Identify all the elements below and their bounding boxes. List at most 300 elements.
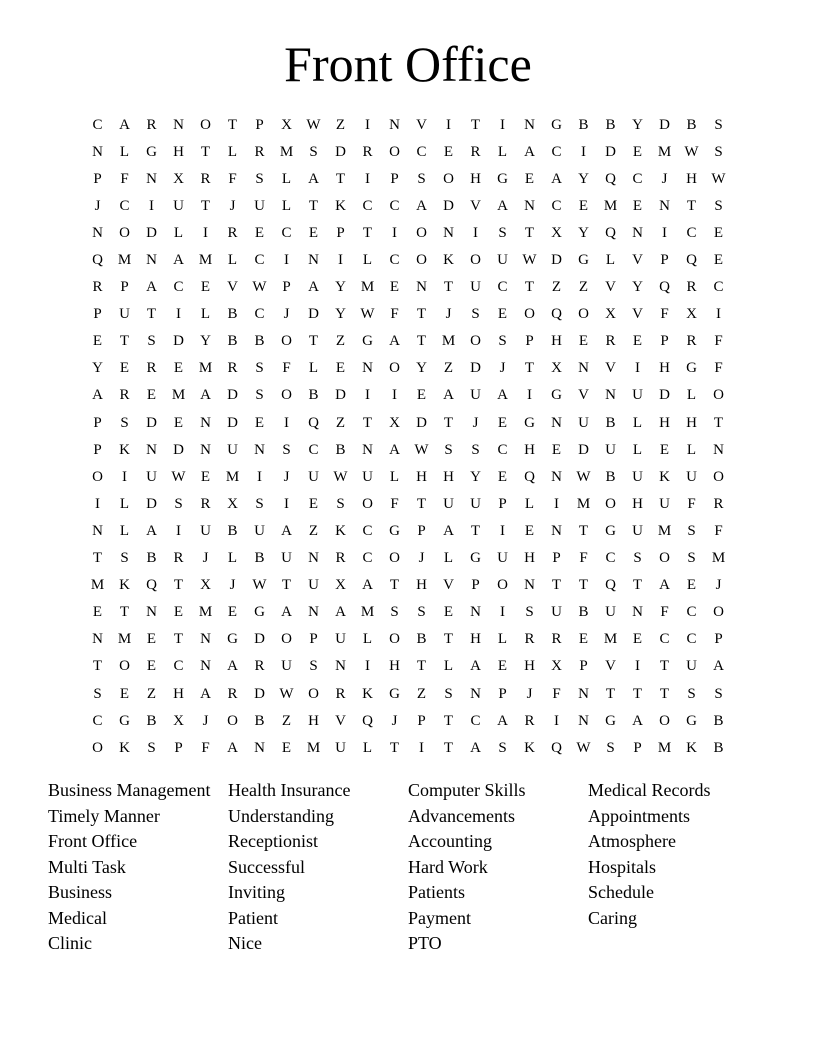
grid-letter: N [443,224,454,241]
grid-letter: H [470,631,481,648]
grid-letter: H [416,468,427,485]
grid-letter: T [524,360,535,377]
grid-letter: A [497,712,508,729]
grid-letter: N [200,658,211,675]
grid-letter: T [389,739,400,756]
grid-letter: L [227,252,238,269]
grid-letter: G [497,170,508,187]
grid-letter: N [551,468,562,485]
grid-letter: A [227,658,238,675]
grid-letter: H [686,170,697,187]
grid-letter: E [308,224,319,241]
grid-letter: C [551,143,562,160]
grid-letter: I [338,252,343,269]
grid-letter: T [119,604,130,621]
grid-letter: W [171,468,186,485]
grid-letter: A [146,279,157,296]
grid-letter: L [173,224,184,241]
grid-letter: U [335,631,346,648]
grid-letter: P [633,739,642,756]
grid-letter: T [389,577,400,594]
grid-letter: P [174,739,183,756]
grid-letter: E [497,306,508,323]
grid-letter: J [499,360,506,377]
grid-letter: U [254,522,265,539]
grid-letter: A [200,387,211,404]
grid-letter: D [173,333,184,350]
grid-letter: U [497,252,508,269]
grid-letter: W [522,252,537,269]
grid-letter: K [119,577,130,594]
grid-letter: Q [362,712,373,729]
grid-letter: B [416,631,427,648]
grid-letter: P [498,685,507,702]
grid-letter: D [335,143,346,160]
grid-letter: U [281,550,292,567]
grid-letter: Z [335,116,346,133]
word-list-item: Nice [228,933,262,953]
grid-letter: U [200,522,211,539]
grid-letter: Z [443,360,454,377]
grid-letter: A [389,441,400,458]
grid-letter: I [662,224,667,241]
grid-letter: A [281,604,292,621]
grid-letter: N [362,360,373,377]
grid-letter: A [524,143,535,160]
grid-letter: Q [605,224,616,241]
grid-letter: N [173,116,184,133]
grid-letter: S [174,495,183,512]
grid-letter: V [416,116,427,133]
grid-letter: O [281,333,292,350]
grid-letter: F [714,360,723,377]
grid-letter: D [416,414,427,431]
word-list-item: Understanding [228,805,334,826]
grid-letter: A [335,604,346,621]
grid-letter: Y [632,116,643,133]
grid-letter: K [686,739,697,756]
grid-letter: L [119,143,130,160]
grid-letter: V [605,360,616,377]
grid-letter: T [632,577,643,594]
grid-letter: E [335,360,346,377]
grid-letter: N [578,685,589,702]
grid-letter: S [336,495,345,512]
grid-letter: I [176,522,181,539]
grid-letter: I [500,604,505,621]
grid-letter: E [173,360,184,377]
grid-letter: K [119,739,130,756]
grid-letter: D [470,360,481,377]
grid-letter: C [632,170,643,187]
grid-letter: O [308,685,319,702]
grid-letter: P [336,224,345,241]
grid-letter: T [92,550,103,567]
grid-row [84,707,732,734]
grid-letter: Q [551,739,562,756]
word-list-item: Business [48,882,113,902]
grid-letter: E [443,604,454,621]
grid-letter: L [227,550,238,567]
grid-letter: D [659,387,670,404]
grid-letter: I [554,712,559,729]
grid-letter: R [551,631,562,648]
grid-letter: O [362,495,373,512]
grid-letter: N [146,170,157,187]
grid-letter: R [254,143,265,160]
grid-row [84,274,732,301]
grid-letter: L [281,170,292,187]
grid-letter: T [416,333,427,350]
word-list-item: Timely Manner [48,805,160,826]
grid-letter: T [632,685,643,702]
grid-letter: V [227,279,238,296]
grid-letter: J [661,170,668,187]
grid-letter: O [281,631,292,648]
grid-letter: E [632,631,643,648]
grid-letter: N [551,414,562,431]
grid-letter: P [93,414,102,431]
grid-letter: V [470,197,481,214]
grid-letter: S [390,604,399,621]
word-list-item: Schedule [588,882,654,902]
grid-letter: B [335,441,346,458]
grid-letter: J [715,577,722,594]
grid-letter: S [687,522,696,539]
grid-letter: S [309,143,318,160]
grid-letter: I [392,387,397,404]
grid-letter: R [335,685,346,702]
grid-letter: I [203,224,208,241]
grid-letter: B [254,550,265,567]
grid-letter: A [281,522,292,539]
grid-letter: F [228,170,237,187]
grid-letter: A [713,658,724,675]
grid-letter: U [578,414,589,431]
grid-letter: Z [335,333,346,350]
grid-letter: V [632,306,643,323]
word-list-item: Health Insurance [228,780,351,800]
word-list-item: Appointments [588,805,690,826]
grid-letter: B [254,712,265,729]
grid-letter: B [686,116,697,133]
grid-letter: Z [281,712,292,729]
grid-letter: T [200,197,211,214]
grid-letter: M [603,197,618,214]
grid-letter: J [283,468,290,485]
grid-letter: N [659,197,670,214]
grid-letter: L [362,739,373,756]
grid-row [84,463,732,490]
grid-row [84,599,732,626]
grid-letter: X [200,577,211,594]
grid-letter: D [551,252,562,269]
grid-letter: M [360,604,375,621]
grid-letter: N [632,604,643,621]
grid-letter: P [714,631,723,648]
grid-letter: O [416,224,427,241]
grid-letter: K [524,739,535,756]
grid-letter: C [389,252,400,269]
grid-letter: I [419,739,424,756]
grid-letter: Z [308,522,319,539]
grid-letter: D [308,306,319,323]
grid-letter: M [198,604,213,621]
grid-letter: T [362,414,373,431]
grid-letter: G [146,143,157,160]
grid-letter: O [227,712,238,729]
grid-letter: Y [92,360,103,377]
grid-letter: M [576,495,591,512]
grid-letter: E [497,468,508,485]
grid-letter: P [93,441,102,458]
grid-letter: S [255,387,264,404]
grid-letter: S [444,441,453,458]
grid-letter: A [146,522,157,539]
word-list-item: Advancements [408,805,515,826]
grid-letter: J [229,577,236,594]
grid-letter: L [119,495,130,512]
grid-letter: N [254,441,265,458]
word-list-item: Inviting [228,882,285,902]
grid-letter: S [120,414,129,431]
grid-letter: L [200,306,211,323]
grid-letter: I [365,170,370,187]
grid-letter: X [605,306,616,323]
grid-letter: V [605,658,616,675]
grid-row [84,219,732,246]
grid-letter: R [146,116,157,133]
grid-letter: O [443,170,454,187]
grid-letter: H [551,333,562,350]
grid-letter: E [497,414,508,431]
grid-letter: B [254,333,265,350]
grid-letter: P [660,252,669,269]
grid-letter: L [632,414,643,431]
grid-letter: Y [578,224,589,241]
grid-letter: U [632,522,643,539]
grid-letter: U [632,468,643,485]
grid-letter: M [306,739,321,756]
grid-letter: T [92,658,103,675]
grid-row [84,517,732,544]
grid-letter: G [362,333,373,350]
grid-letter: N [551,522,562,539]
grid-letter: T [470,522,481,539]
grid-letter: E [578,631,589,648]
grid-letter: O [713,468,724,485]
grid-letter: J [202,550,209,567]
grid-letter: F [282,360,291,377]
grid-letter: S [714,685,723,702]
grid-letter: I [122,468,127,485]
grid-letter: B [605,468,616,485]
grid-letter: I [284,414,289,431]
grid-letter: L [497,631,508,648]
grid-letter: Q [146,577,157,594]
grid-letter: M [441,333,456,350]
grid-letter: M [171,387,186,404]
word-list-item: Receptionist [228,831,318,851]
grid-letter: N [416,279,427,296]
grid-letter: P [525,333,534,350]
grid-letter: E [173,604,184,621]
grid-letter: I [257,468,262,485]
grid-letter: K [335,197,346,214]
grid-letter: N [389,116,400,133]
grid-letter: F [201,739,210,756]
grid-letter: U [605,604,616,621]
grid-letter: S [714,116,723,133]
grid-letter: T [443,631,454,648]
grid-letter: G [389,522,400,539]
grid-letter: M [198,252,213,269]
grid-letter: R [227,224,238,241]
grid-letter: S [282,441,291,458]
grid-letter: P [255,116,264,133]
grid-letter: N [200,631,211,648]
grid-letter: T [659,658,670,675]
grid-letter: P [579,658,588,675]
grid-row [84,626,732,653]
grid-letter: S [417,170,426,187]
grid-letter: L [227,143,238,160]
grid-letter: O [92,739,103,756]
grid-letter: I [284,495,289,512]
grid-letter: L [362,252,373,269]
grid-letter: U [686,468,697,485]
grid-letter: O [713,604,724,621]
grid-letter: N [92,631,103,648]
grid-letter: H [524,658,535,675]
grid-letter: U [470,387,481,404]
grid-letter: N [92,224,103,241]
grid-letter: C [416,143,427,160]
grid-letter: C [713,279,724,296]
grid-letter: T [362,224,373,241]
grid-letter: S [606,739,615,756]
grid-letter: I [527,387,532,404]
grid-letter: I [365,658,370,675]
grid-letter: J [418,550,425,567]
grid-letter: C [362,197,373,214]
grid-letter: A [92,387,103,404]
grid-letter: L [497,143,508,160]
grid-row [84,301,732,328]
grid-letter: F [579,550,588,567]
grid-letter: I [365,116,370,133]
word-list-item: Payment [408,907,471,928]
grid-letter: A [200,685,211,702]
grid-letter: I [500,116,505,133]
grid-letter: C [497,279,508,296]
grid-letter: U [362,468,373,485]
grid-letter: Q [308,414,319,431]
grid-letter: F [660,306,669,323]
grid-letter: C [92,116,103,133]
grid-letter: N [605,387,616,404]
grid-letter: U [470,279,481,296]
grid-letter: C [173,279,184,296]
word-list-item: Computer Skills [408,780,526,800]
grid-letter: N [578,712,589,729]
grid-letter: W [333,468,348,485]
grid-letter: Y [470,468,481,485]
grid-letter: I [365,387,370,404]
grid-row [84,192,732,219]
grid-letter: I [635,360,640,377]
grid-letter: T [578,522,589,539]
grid-letter: R [119,387,130,404]
grid-letter: C [362,550,373,567]
grid-letter: P [498,495,507,512]
grid-letter: X [173,170,184,187]
grid-letter: O [605,495,616,512]
grid-letter: O [119,224,130,241]
grid-letter: L [605,252,616,269]
grid-letter: T [173,631,184,648]
grid-letter: H [659,414,670,431]
grid-letter: B [227,306,238,323]
grid-letter: M [657,143,672,160]
grid-letter: A [659,577,670,594]
grid-letter: N [524,197,535,214]
grid-letter: U [443,495,454,512]
grid-letter: S [255,360,264,377]
grid-letter: E [281,739,292,756]
grid-letter: N [200,441,211,458]
grid-letter: N [713,441,724,458]
grid-letter: N [92,143,103,160]
grid-letter: P [120,279,129,296]
word-list-item: Hospitals [588,856,657,877]
grid-row [84,138,732,165]
word-list-item: Patient [228,907,278,928]
grid-letter: D [254,685,265,702]
grid-letter: S [714,197,723,214]
grid-letter: R [92,279,103,296]
grid-letter: O [389,143,400,160]
grid-letter: E [200,468,211,485]
grid-letter: T [335,170,346,187]
grid-letter: T [659,685,670,702]
grid-letter: S [255,170,264,187]
grid-letter: O [92,468,103,485]
grid-letter: T [416,306,427,323]
grid-letter: I [446,116,451,133]
grid-letter: F [714,333,723,350]
grid-letter: Q [659,279,670,296]
grid-letter: F [120,170,129,187]
grid-letter: O [713,387,724,404]
grid-letter: E [389,279,400,296]
grid-letter: L [686,441,697,458]
grid-letter: D [227,387,238,404]
grid-letter: G [524,414,535,431]
grid-letter: C [362,522,373,539]
grid-letter: K [362,685,373,702]
grid-letter: D [146,414,157,431]
grid-letter: C [605,550,616,567]
grid-letter: R [200,495,211,512]
grid-letter: T [281,577,292,594]
grid-letter: R [524,631,535,648]
grid-letter: A [308,170,319,187]
page-title: Front Office [284,36,532,92]
grid-letter: J [391,712,398,729]
grid-letter: B [605,414,616,431]
grid-letter: X [389,414,400,431]
